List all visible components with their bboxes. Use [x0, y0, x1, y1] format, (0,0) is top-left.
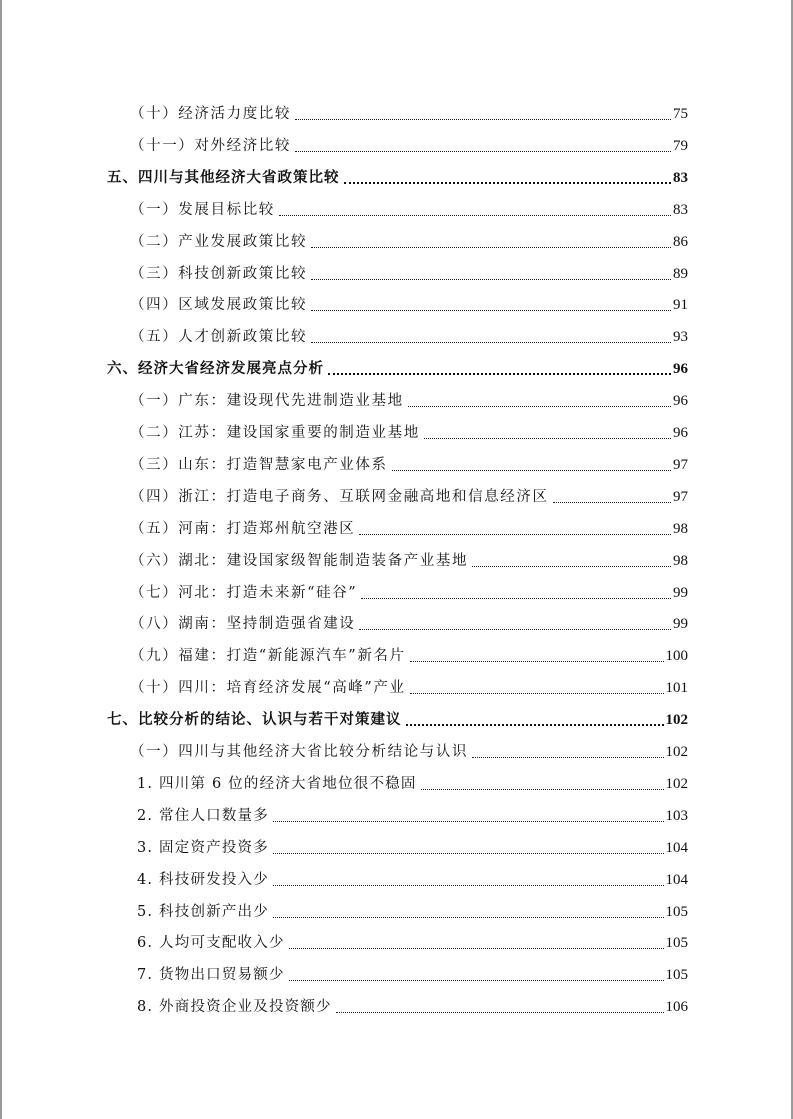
- toc-item-entry[interactable]: [137, 804, 688, 826]
- toc-subsection-entry[interactable]: [130, 740, 688, 762]
- toc-section-heading[interactable]: [107, 166, 688, 188]
- toc-page-number: 96: [673, 393, 688, 410]
- toc-entry-label: （十）四川：培育经济发展“高峰”产业: [130, 680, 406, 697]
- toc-subsection-entry[interactable]: [130, 325, 688, 347]
- toc-dot-leader: [273, 885, 664, 886]
- toc-dot-leader: [295, 119, 671, 120]
- toc-page-number: 102: [665, 775, 688, 792]
- toc-page-number: 101: [665, 680, 688, 697]
- toc-dot-leader: [295, 151, 671, 152]
- toc-item-entry[interactable]: [137, 963, 688, 985]
- toc-page-number: 97: [673, 488, 688, 505]
- toc-entry-label: 五、四川与其他经济大省政策比较: [107, 168, 340, 186]
- toc-entry-label: 3. 固定资产投资多: [137, 839, 269, 856]
- toc-dot-leader: [273, 853, 664, 854]
- toc-dot-leader: [408, 406, 671, 407]
- toc-item-entry[interactable]: [137, 836, 688, 858]
- toc-entry-label: （一）四川与其他经济大省比较分析结论与认识: [130, 744, 469, 760]
- toc-page-number: 105: [665, 935, 688, 952]
- toc-page-number: 105: [665, 967, 688, 984]
- toc-subsection-entry[interactable]: [130, 644, 688, 666]
- toc-dot-leader: [279, 215, 671, 216]
- toc-dot-leader: [472, 757, 663, 758]
- toc-dot-leader: [359, 534, 671, 535]
- toc-entry-label: 2. 常住人口数量多: [137, 807, 269, 824]
- toc-dot-leader: [410, 661, 664, 662]
- toc-entry-label: 1. 四川第 6 位的经济大省地位很不稳固: [137, 775, 417, 792]
- toc-page-number: 75: [673, 106, 688, 122]
- toc-subsection-entry[interactable]: [130, 676, 688, 698]
- toc-subsection-entry[interactable]: [130, 549, 688, 571]
- toc-dot-leader: [273, 821, 664, 822]
- toc-entry-label: （五）人才创新政策比较: [130, 329, 308, 346]
- toc-entry-label: 七、比较分析的结论、认识与若干对策建议: [107, 711, 402, 729]
- toc-dot-leader: [553, 502, 671, 503]
- toc-page-number: 79: [673, 137, 688, 154]
- toc-dot-leader: [328, 373, 671, 375]
- toc-subsection-entry[interactable]: [130, 230, 688, 252]
- toc-item-entry[interactable]: [137, 868, 688, 890]
- toc-page-number: 99: [673, 584, 688, 601]
- toc-page-number: 104: [665, 839, 688, 856]
- toc-dot-leader: [424, 438, 671, 439]
- toc-entry-label: 4. 科技研发投入少: [137, 871, 269, 888]
- toc-page-number: 93: [673, 329, 688, 346]
- toc-entry-label: （二）产业发展政策比较: [130, 233, 308, 250]
- toc-dot-leader: [406, 724, 664, 726]
- toc-entry-label: 六、经济大省经济发展亮点分析: [107, 360, 324, 378]
- toc-entry-label: （六）湖北：建设国家级智能制造装备产业基地: [130, 552, 469, 569]
- toc-entry-label: （四）浙江：打造电子商务、互联网金融高地和信息经济区: [130, 488, 549, 505]
- toc-page-number: 106: [665, 999, 688, 1016]
- toc-entry-label: （三）山东：打造智慧家电产业体系: [130, 456, 388, 473]
- toc-subsection-entry[interactable]: [130, 262, 688, 284]
- toc-page-number: 100: [665, 648, 688, 665]
- toc-page-number: 102: [665, 744, 688, 760]
- toc-entry-label: （十一）对外经济比较: [130, 137, 291, 154]
- toc-dot-leader: [311, 279, 671, 280]
- toc-page-number: 99: [673, 616, 688, 633]
- toc-entry-label: （四）区域发展政策比较: [130, 297, 308, 314]
- toc-item-entry[interactable]: [137, 931, 688, 953]
- toc-page-number: 104: [665, 871, 688, 888]
- toc-entry-label: （八）湖南：坚持制造强省建设: [130, 616, 356, 633]
- toc-subsection-entry[interactable]: [130, 581, 688, 603]
- toc-entry-label: （十）经济活力度比较: [130, 106, 291, 122]
- toc-entry-label: （二）江苏：建设国家重要的制造业基地: [130, 425, 420, 441]
- toc-section-heading[interactable]: [107, 357, 688, 379]
- toc-page-number: 86: [673, 233, 688, 250]
- toc-item-entry[interactable]: [137, 772, 688, 794]
- toc-page-number: 96: [673, 361, 688, 378]
- toc-dot-leader: [359, 629, 671, 630]
- toc-page-number: 83: [673, 201, 688, 218]
- toc-entry-label: （九）福建：打造“新能源汽车”新名片: [130, 648, 406, 665]
- toc-dot-leader: [472, 566, 671, 567]
- toc-subsection-entry[interactable]: [130, 612, 688, 634]
- toc-dot-leader: [392, 470, 671, 471]
- toc-subsection-entry[interactable]: [130, 198, 688, 220]
- toc-entry-label: 5. 科技创新产出少: [137, 903, 269, 920]
- toc-subsection-entry[interactable]: [130, 293, 688, 315]
- toc-page-number: 105: [665, 903, 688, 920]
- toc-entry-label: （三）科技创新政策比较: [130, 265, 308, 282]
- toc-dot-leader: [289, 980, 664, 981]
- toc-entry-label: （七）河北：打造未来新“硅谷”: [130, 584, 358, 601]
- toc-dot-leader: [421, 789, 664, 790]
- toc-entry-label: （五）河南：打造郑州航空港区: [130, 520, 356, 537]
- toc-page-number: 103: [665, 807, 688, 824]
- toc-dot-leader: [311, 247, 671, 248]
- toc-page-number: 91: [673, 297, 688, 314]
- toc-subsection-entry[interactable]: [130, 485, 688, 507]
- toc-item-entry[interactable]: [137, 995, 688, 1017]
- toc-page-number: 98: [673, 552, 688, 569]
- toc-dot-leader: [289, 948, 664, 949]
- toc-subsection-entry[interactable]: [130, 102, 688, 124]
- toc-subsection-entry[interactable]: [130, 389, 688, 411]
- toc-page-number: 98: [673, 520, 688, 537]
- toc-dot-leader: [311, 310, 671, 311]
- toc-entry-label: 8. 外商投资企业及投资额少: [137, 999, 332, 1016]
- toc-entry-label: （一）发展目标比较: [130, 201, 275, 218]
- toc-entry-label: （一）广东：建设现代先进制造业基地: [130, 393, 404, 410]
- toc-page-number: 97: [673, 456, 688, 473]
- toc-dot-leader: [410, 693, 664, 694]
- toc-entry-label: 6. 人均可支配收入少: [137, 935, 285, 952]
- toc-dot-leader: [336, 1012, 664, 1013]
- toc-dot-leader: [273, 917, 664, 918]
- toc-entry-label: 7. 货物出口贸易额少: [137, 967, 285, 984]
- toc-subsection-entry[interactable]: [130, 453, 688, 475]
- toc-page-number: 83: [673, 169, 688, 186]
- toc-item-entry[interactable]: [137, 900, 688, 922]
- toc-page-number: 102: [665, 712, 688, 729]
- toc-subsection-entry[interactable]: [130, 421, 688, 443]
- toc-dot-leader: [344, 182, 672, 184]
- toc-page-number: 96: [673, 425, 688, 441]
- toc-section-heading[interactable]: [107, 708, 688, 730]
- toc-subsection-entry[interactable]: [130, 517, 688, 539]
- toc-dot-leader: [311, 342, 671, 343]
- toc-page-number: 89: [673, 265, 688, 282]
- toc-dot-leader: [361, 598, 671, 599]
- toc-subsection-entry[interactable]: [130, 134, 688, 156]
